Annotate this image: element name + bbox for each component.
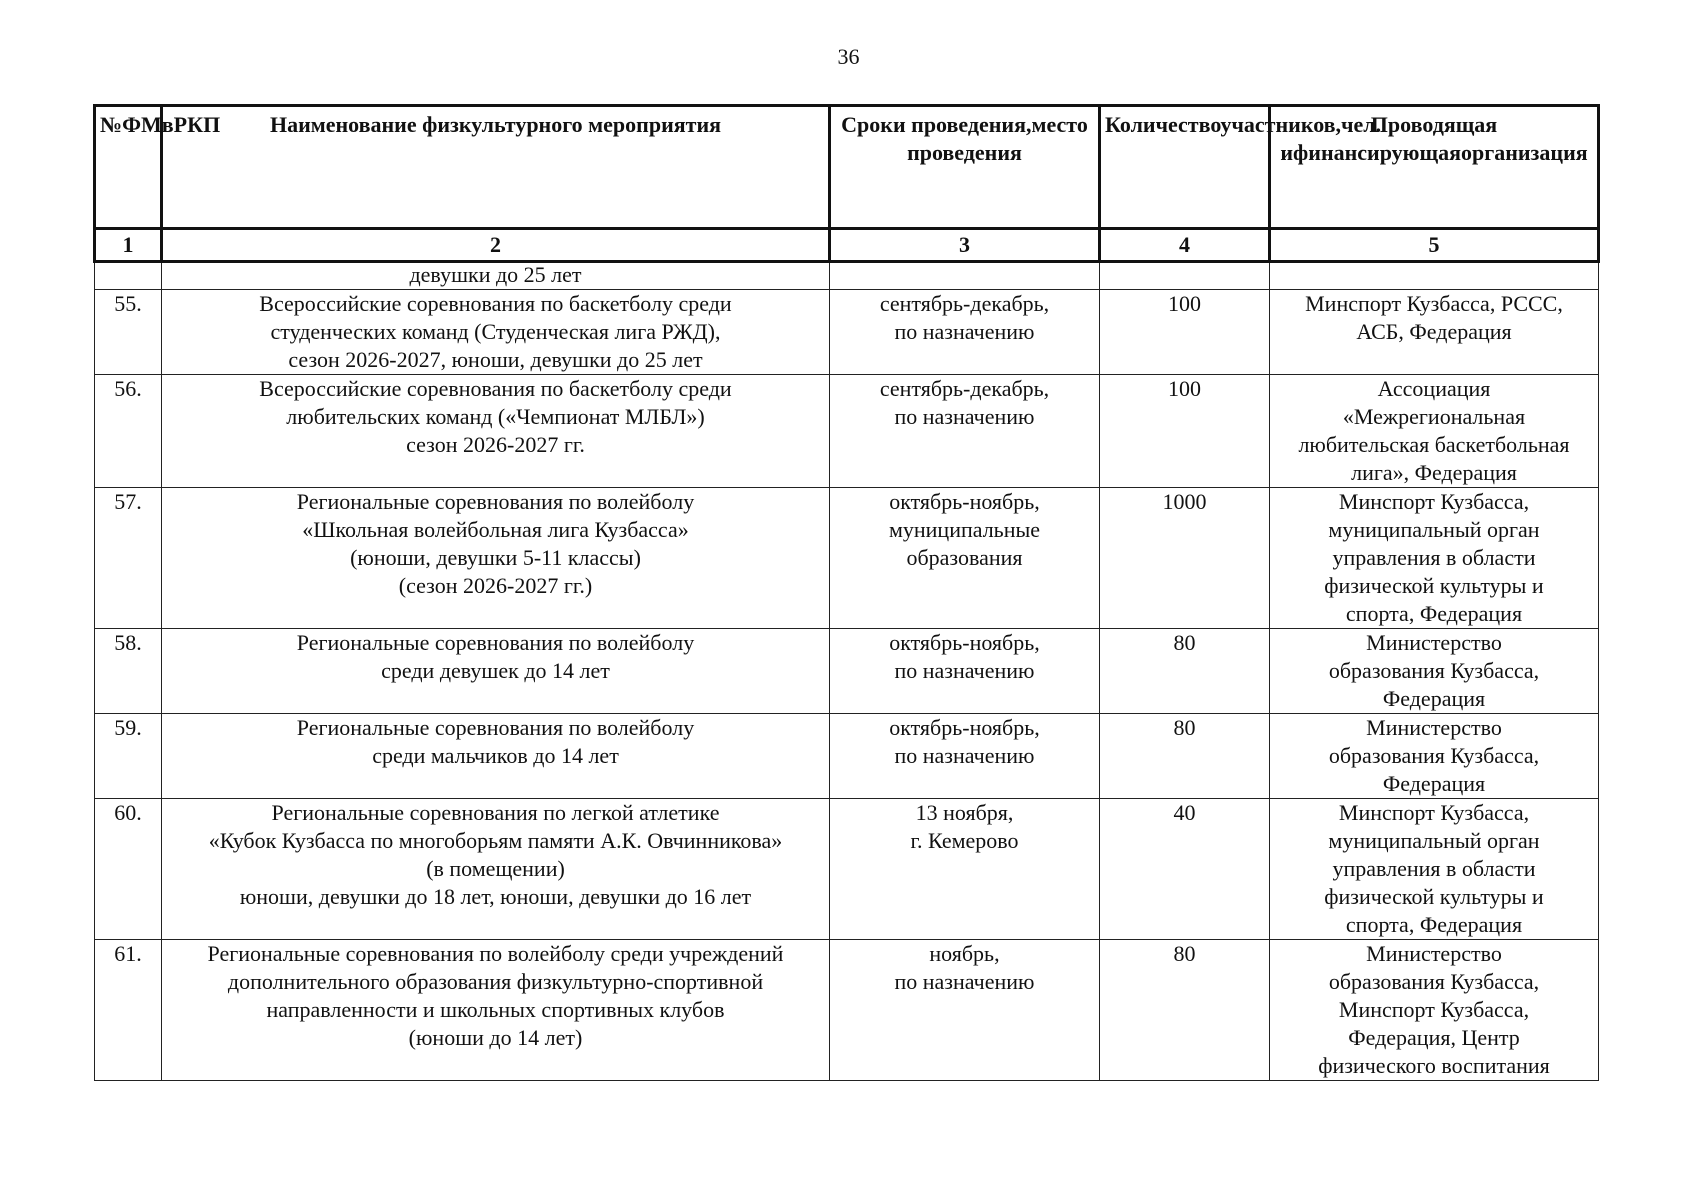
cell-participants: 80 — [1100, 714, 1270, 799]
table-row — [95, 290, 1599, 375]
events-table — [93, 104, 1600, 1081]
text-line: Региональные соревнования по волейболу — [296, 630, 695, 655]
column-number: 4 — [1100, 229, 1270, 262]
text-line: октябрь-ноябрь, — [889, 715, 1040, 740]
text-line: Министерство — [1366, 630, 1502, 655]
text-line: девушки до 25 лет — [409, 262, 582, 287]
cell-organization — [1270, 262, 1599, 290]
cell-number: 61. — [95, 940, 162, 1081]
table-row — [95, 488, 1599, 629]
text-line: сезон 2026-2027, юноши, девушки до 25 лет — [288, 347, 703, 372]
cell-organization — [1270, 714, 1599, 799]
text-line: по назначению — [894, 404, 1035, 429]
cell-number: 55. — [95, 290, 162, 375]
text-line: организация — [1460, 140, 1588, 165]
column-number: 2 — [162, 229, 830, 262]
text-line: муниципальные — [888, 517, 1041, 542]
cell-number: 59. — [95, 714, 162, 799]
cell-event-name — [162, 940, 830, 1081]
text-line: физической культуры и — [1324, 884, 1544, 909]
text-line: Количество — [1105, 112, 1221, 137]
text-line: Региональные соревнования по волейболу — [296, 715, 695, 740]
text-line: управления в области — [1332, 545, 1536, 570]
cell-dates-place — [830, 629, 1100, 714]
text-line: «Межрегиональная — [1342, 404, 1526, 429]
cell-dates-place — [830, 262, 1100, 290]
page-number: 36 — [837, 44, 860, 69]
cell-dates-place — [830, 290, 1100, 375]
text-line: участников, — [1220, 112, 1342, 137]
header-row — [95, 106, 1599, 229]
text-line: Всероссийские соревнования по баскетболу среди — [259, 291, 732, 316]
text-line: Федерация — [1382, 771, 1486, 796]
text-line: образования Кузбасса, — [1328, 969, 1540, 994]
text-line: сезон 2026-2027 гг. — [406, 432, 585, 457]
text-line: Минспорт Кузбасса, РССС, — [1305, 291, 1563, 316]
cell-dates-place — [830, 375, 1100, 488]
cell-number: 56. — [95, 375, 162, 488]
text-line: Проводящая и — [1280, 112, 1498, 165]
text-line: октябрь-ноябрь, — [889, 630, 1040, 655]
text-line: дополнительного образования физкультурно-спортивной — [227, 969, 764, 994]
text-line: юноши, девушки до 18 лет, юноши, девушки до 16 лет — [239, 884, 752, 909]
cell-organization — [1270, 629, 1599, 714]
cell-number: 57. — [95, 488, 162, 629]
header-dates-place — [830, 106, 1100, 229]
cell-participants: 80 — [1100, 629, 1270, 714]
text-line: любительская баскетбольная — [1298, 432, 1570, 457]
text-line: Сроки проведения, — [841, 112, 1032, 137]
header-event-name — [162, 106, 830, 229]
continuation-row — [95, 262, 1599, 290]
text-line: ФМ — [122, 112, 162, 137]
table-row — [95, 375, 1599, 488]
cell-dates-place — [830, 714, 1100, 799]
text-line: студенческих команд (Студенческая лига РЖД), — [270, 319, 721, 344]
cell-event-name — [162, 629, 830, 714]
text-line: сентябрь-декабрь, — [879, 376, 1050, 401]
text-line: муниципальный орган — [1328, 517, 1540, 542]
cell-event-name — [162, 262, 830, 290]
cell-event-name — [162, 799, 830, 940]
cell-number: 60. — [95, 799, 162, 940]
text-line: место проведения — [907, 112, 1088, 165]
cell-event-name — [162, 290, 830, 375]
text-line: Всероссийские соревнования по баскетболу среди — [259, 376, 732, 401]
text-line: Министерство — [1366, 715, 1502, 740]
cell-participants: 40 — [1100, 799, 1270, 940]
text-line: направленности и школьных спортивных клубов — [266, 997, 725, 1022]
text-line: Минспорт Кузбасса, — [1338, 489, 1530, 514]
text-line: Министерство — [1366, 941, 1502, 966]
column-number-row — [95, 229, 1599, 262]
text-line: (в помещении) — [426, 856, 565, 881]
cell-participants: 100 — [1100, 375, 1270, 488]
text-line: образования Кузбасса, — [1328, 743, 1540, 768]
text-line: Региональные соревнования по волейболу — [296, 489, 695, 514]
text-line: ноябрь, — [929, 941, 1000, 966]
text-line: муниципальный орган — [1328, 828, 1540, 853]
text-line: по назначению — [894, 969, 1035, 994]
cell-event-name — [162, 488, 830, 629]
cell-organization — [1270, 488, 1599, 629]
text-line: в — [161, 112, 174, 137]
cell-event-name — [162, 375, 830, 488]
text-line: Минспорт Кузбасса, — [1338, 997, 1530, 1022]
text-line: лига», Федерация — [1351, 460, 1517, 485]
cell-participants: 80 — [1100, 940, 1270, 1081]
text-line: октябрь-ноябрь, — [889, 489, 1040, 514]
text-line: Региональные соревнования по волейболу среди учреждений — [207, 941, 784, 966]
text-line: 13 ноября, — [915, 800, 1014, 825]
text-line: РКП — [173, 112, 221, 137]
column-number: 1 — [95, 229, 162, 262]
text-line: АСБ, Федерация — [1356, 319, 1512, 344]
cell-organization — [1270, 375, 1599, 488]
text-line: (сезон 2026-2027 гг.) — [398, 573, 593, 598]
table-row — [95, 714, 1599, 799]
text-line: управления в области — [1332, 856, 1536, 881]
cell-participants — [1100, 262, 1270, 290]
cell-number: 58. — [95, 629, 162, 714]
text-line: Ассоциация — [1377, 376, 1491, 401]
text-line: «Кубок Кузбасса по многоборьям памяти А.К. Овчинникова» — [208, 828, 783, 853]
text-line: образования Кузбасса, — [1328, 658, 1540, 683]
cell-number — [95, 262, 162, 290]
text-line: (юноши до 14 лет) — [408, 1025, 583, 1050]
text-line: Федерация, Центр — [1348, 1025, 1520, 1050]
text-line: г. Кемерово — [910, 828, 1019, 853]
cell-organization — [1270, 290, 1599, 375]
cell-organization — [1270, 799, 1599, 940]
column-number: 3 — [830, 229, 1100, 262]
text-line: Региональные соревнования по легкой атлетике — [271, 800, 720, 825]
table-row — [95, 629, 1599, 714]
text-line: (юноши, девушки 5-11 классы) — [350, 545, 641, 570]
text-line: по назначению — [894, 319, 1035, 344]
text-line: любительских команд («Чемпионат МЛБЛ») — [286, 404, 705, 429]
text-line: по назначению — [894, 743, 1035, 768]
text-line: физической культуры и — [1324, 573, 1544, 598]
table-row — [95, 940, 1599, 1081]
text-line: спорта, Федерация — [1345, 912, 1523, 937]
cell-dates-place — [830, 799, 1100, 940]
text-line: образования — [906, 545, 1023, 570]
text-line: финансирующая — [1293, 140, 1461, 165]
text-line: спорта, Федерация — [1345, 601, 1523, 626]
text-line: чел. — [1341, 112, 1382, 137]
text-line: среди девушек до 14 лет — [381, 658, 610, 683]
text-line: среди мальчиков до 14 лет — [372, 743, 619, 768]
text-line: сентябрь-декабрь, — [879, 291, 1050, 316]
cell-organization — [1270, 940, 1599, 1081]
text-line: по назначению — [894, 658, 1035, 683]
text-line: Минспорт Кузбасса, — [1338, 800, 1530, 825]
text-line: Наименование физкультурного мероприятия — [269, 112, 722, 137]
cell-dates-place — [830, 488, 1100, 629]
cell-participants: 1000 — [1100, 488, 1270, 629]
cell-participants: 100 — [1100, 290, 1270, 375]
cell-event-name — [162, 714, 830, 799]
text-line: № — [100, 112, 123, 137]
text-line: «Школьная волейбольная лига Кузбасса» — [302, 517, 689, 542]
table-row — [95, 799, 1599, 940]
cell-dates-place — [830, 940, 1100, 1081]
text-line: физического воспитания — [1318, 1053, 1550, 1078]
text-line: Федерация — [1382, 686, 1486, 711]
column-number: 5 — [1270, 229, 1599, 262]
header-number — [95, 106, 221, 229]
